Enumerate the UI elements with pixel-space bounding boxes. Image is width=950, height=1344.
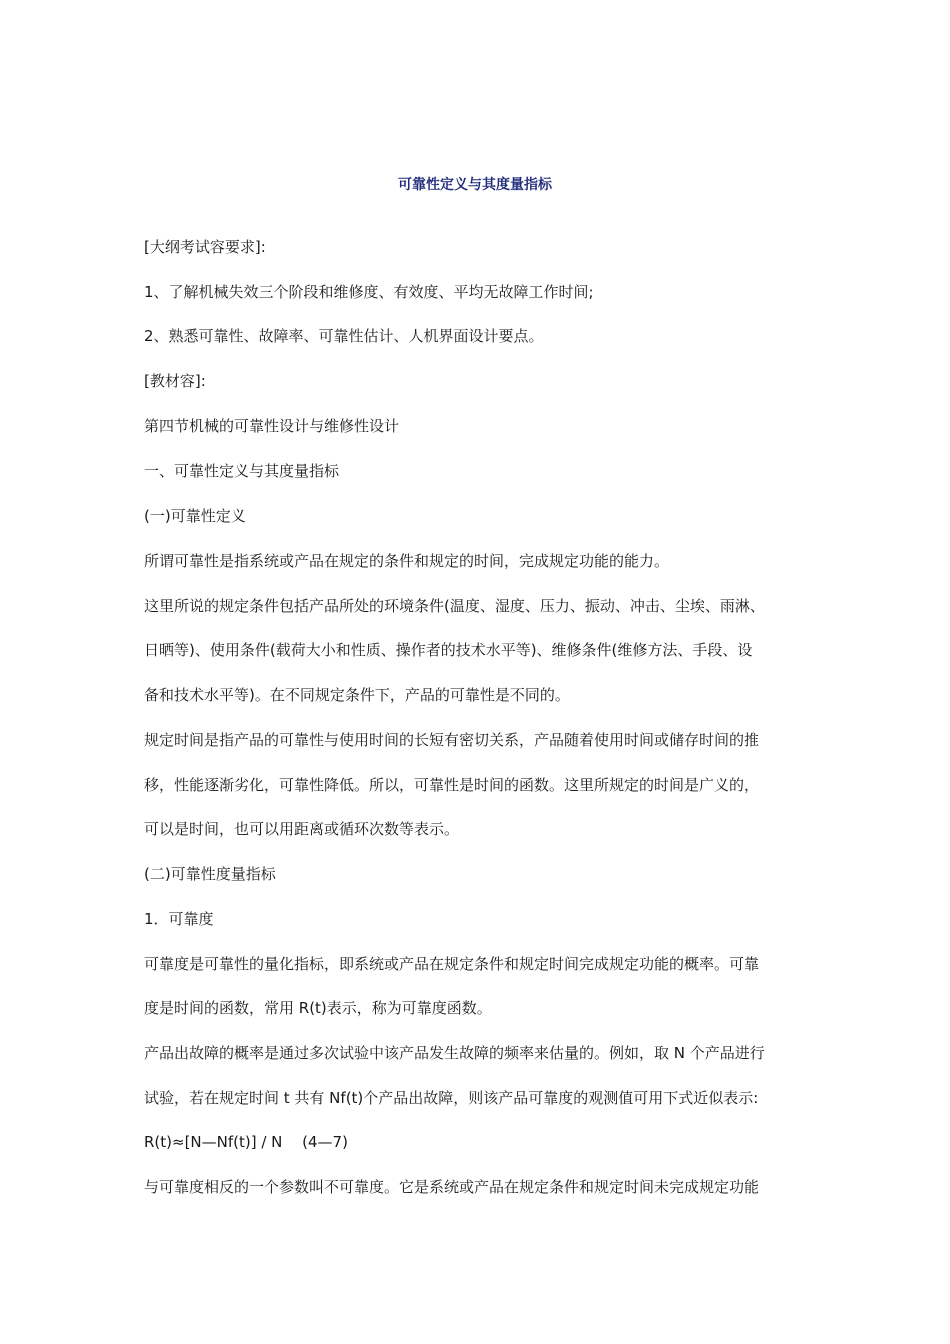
text-line: 移，性能逐渐劣化，可靠性降低。所以，可靠性是时间的函数。这里所规定的时间是广义的， [144, 776, 760, 794]
text-line: (一)可靠性定义 [144, 507, 246, 525]
text-line: 可以是时间，也可以用距离或循环次数等表示。 [144, 820, 460, 838]
text-line: 1．可靠度 [144, 910, 214, 928]
text-line: 1、了解机械失效三个阶段和维修度、有效度、平均无故障工作时间; [144, 283, 594, 301]
text-line: 可靠度是可靠性的量化指标，即系统或产品在规定条件和规定时间完成规定功能的概率。可靠 [144, 955, 760, 973]
text-line: 第四节机械的可靠性设计与维修性设计 [144, 417, 400, 435]
text-line: [大纲考试容要求]: [144, 238, 266, 256]
text-line: 一、可靠性定义与其度量指标 [144, 462, 340, 480]
text-line: 2、熟悉可靠性、故障率、可靠性估计、人机界面设计要点。 [144, 327, 544, 345]
text-line: 与可靠度相反的一个参数叫不可靠度。它是系统或产品在规定条件和规定时间未完成规定功能 [144, 1178, 760, 1196]
text-line: 度是时间的函数，常用 R(t)表示，称为可靠度函数。 [144, 999, 492, 1017]
text-line: 产品出故障的概率是通过多次试验中该产品发生故障的频率来估量的。例如，取 N 个产品进行 [144, 1044, 765, 1062]
text-line: 这里所说的规定条件包括产品所处的环境条件(温度、湿度、压力、振动、冲击、尘埃、雨淋、 [144, 597, 765, 615]
formula-line: R(t)≈[N—Nf(t)] / N (4—7) [144, 1133, 348, 1151]
document-title: 可靠性定义与其度量指标 [398, 177, 552, 193]
text-line: 备和技术水平等)。在不同规定条件下，产品的可靠性是不同的。 [144, 686, 570, 704]
text-line: (二)可靠性度量指标 [144, 865, 276, 883]
text-line: 规定时间是指产品的可靠性与使用时间的长短有密切关系，产品随着使用时间或储存时间的推 [144, 731, 760, 749]
text-line: 日晒等)、使用条件(载荷大小和性质、操作者的技术水平等)、维修条件(维修方法、手段、设 [144, 641, 753, 659]
text-line: [教材容]: [144, 372, 206, 390]
text-line: 所谓可靠性是指系统或产品在规定的条件和规定的时间，完成规定功能的能力。 [144, 552, 670, 570]
text-line: 试验，若在规定时间 t 共有 Nf(t)个产品出故障，则该产品可靠度的观测值可用下式近似表示: [144, 1089, 759, 1107]
